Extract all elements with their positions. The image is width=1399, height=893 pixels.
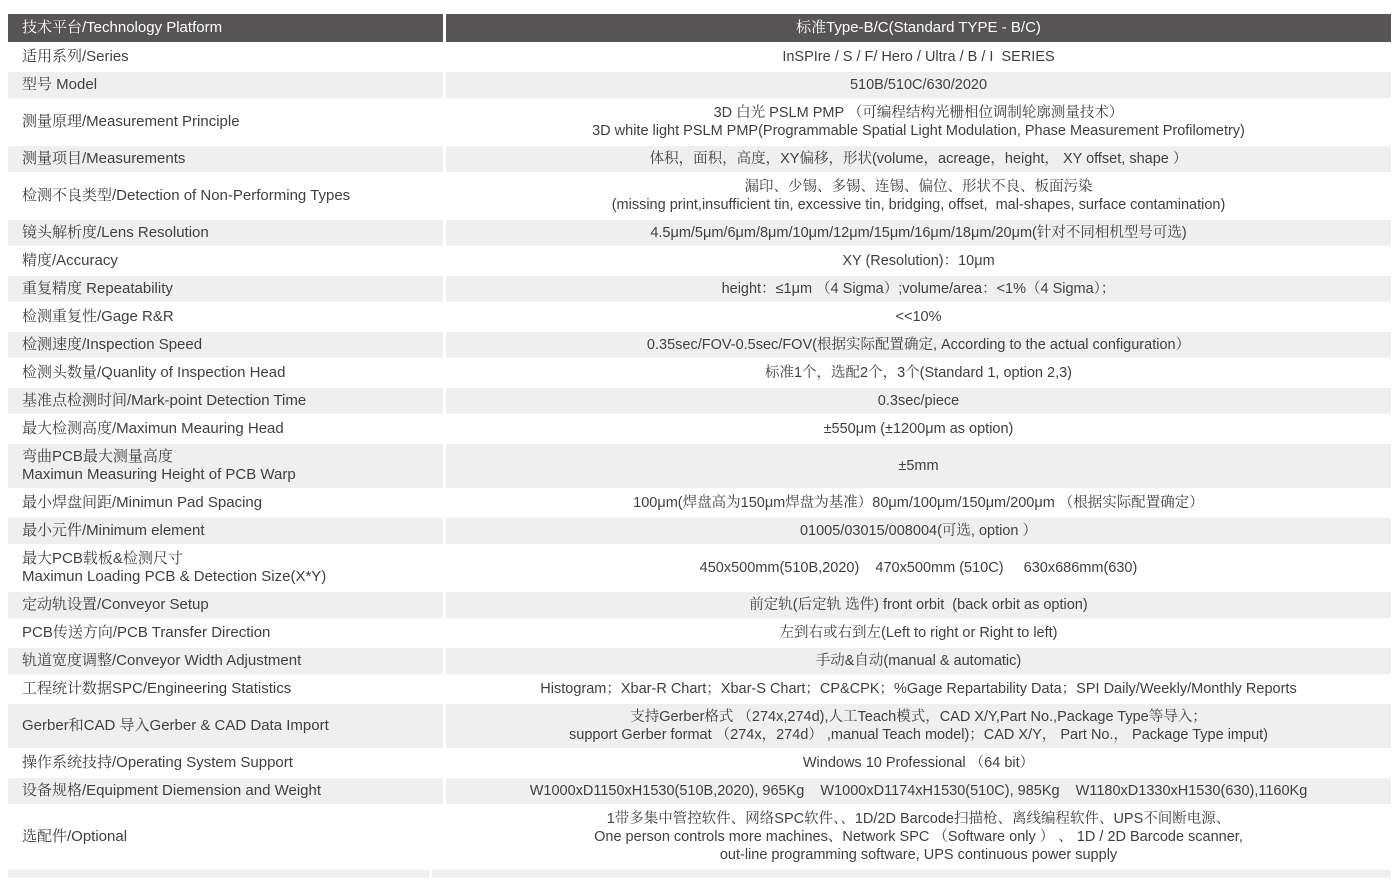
spec-row <box>8 546 1391 590</box>
spec-row-label-line: Maximun Measuring Height of PCB Warp <box>22 466 296 483</box>
spec-row-value-line: 0.35sec/FOV-0.5sec/FOV(根据实际配置确定, According to the actual configuration） <box>646 337 1191 353</box>
table-header-right-label: 标准Type-B/C(Standard TYPE - B/C) <box>796 19 1041 36</box>
spec-row-value-line: W1000xD1150xH1530(510B,2020), 965Kg W1000xD1174xH1530(510C), 985Kg W1180xD1330xH1530(630),1160Kg <box>529 783 1308 799</box>
spec-row-value <box>446 146 1391 172</box>
spec-row-value <box>446 44 1391 70</box>
spec-row-value-line: 左到右或右到左(Left to right or Right to left) <box>779 625 1058 641</box>
spec-row-value-line: InSPIre / S / F/ Hero / Ultra / B / I SERIES <box>782 49 1055 65</box>
spec-row-value <box>446 490 1391 516</box>
spec-row-value <box>446 332 1391 358</box>
spec-row-value-line: 0.3sec/piece <box>877 393 960 409</box>
spec-row <box>8 806 1391 868</box>
spec-row-label <box>8 146 443 172</box>
spec-row-value-line: XY (Resolution)：10μm <box>842 253 995 269</box>
spec-row-value <box>446 648 1391 674</box>
spec-table <box>8 14 1391 880</box>
spec-row <box>8 778 1391 804</box>
spec-row-value-line: height：≤1μm （4 Sigma）;volume/area：<1%（4 Sigma）； <box>721 281 1116 297</box>
spec-row-label-line: Gerber和CAD 导入Gerber & CAD Data Import <box>22 717 329 734</box>
spec-row-value-line: 3D white light PSLM PMP(Programmable Spatial Light Modulation, Phase Measurement Profilometry) <box>592 123 1245 139</box>
spec-row-label-line: 定动轨设置/Conveyor Setup <box>22 596 209 613</box>
spec-row-label <box>8 870 429 878</box>
spec-row-value <box>446 676 1391 702</box>
spec-row-label-line: 工程统计数据SPC/Engineering Statistics <box>22 680 292 697</box>
spec-row <box>8 100 1391 144</box>
spec-row <box>8 360 1391 386</box>
spec-row <box>8 44 1391 70</box>
spec-row-label-line: 最大检测高度/Maximun Meauring Head <box>22 420 284 437</box>
spec-row <box>8 248 1391 274</box>
spec-row-label-line: 设备规格/Equipment Diemension and Weight <box>22 782 322 799</box>
spec-row-value <box>446 620 1391 646</box>
spec-row <box>8 146 1391 172</box>
spec-row-value <box>446 220 1391 246</box>
spec-row-value <box>446 248 1391 274</box>
spec-row-value <box>446 388 1391 414</box>
spec-row-label <box>8 416 443 442</box>
spec-row-value <box>446 750 1391 776</box>
spec-row-label-line: 检测不良类型/Detection of Non-Performing Types <box>22 187 351 204</box>
spec-row <box>8 304 1391 330</box>
spec-row-value-line: 手动&自动(manual & automatic) <box>815 653 1022 669</box>
spec-row <box>8 592 1391 618</box>
spec-row-value-line: 01005/03015/008004(可选, option ） <box>799 523 1037 539</box>
spec-row-label-line: 最大PCB载板&检测尺寸 <box>22 550 183 567</box>
spec-row-value-line: Histogram；Xbar-R Chart；Xbar-S Chart；CP&CPK；%Gage Repartability Data；SPI Daily/Weekly/Monthly Reports <box>540 681 1297 697</box>
spec-row <box>8 416 1391 442</box>
spec-row-value-line: 3D 白光 PSLM PMP （可编程结构光栅相位调制轮廓测量技术） <box>713 105 1124 121</box>
spec-row-label <box>8 44 443 70</box>
spec-row-label <box>8 704 443 748</box>
spec-row <box>8 332 1391 358</box>
spec-row <box>8 676 1391 702</box>
spec-row <box>8 518 1391 544</box>
spec-row-value <box>446 444 1391 488</box>
spec-table-header-row <box>8 14 1391 42</box>
spec-row-label-line: 检测速度/Inspection Speed <box>22 336 203 353</box>
spec-row-value <box>446 72 1391 98</box>
spec-row-label-line: 选配件/Optional <box>22 828 128 845</box>
spec-row-value <box>446 276 1391 302</box>
spec-row-value-line: 支持Gerber格式 （274x,274d),人工Teach模式，CAD X/Y,Part No.,Package Type等导入； <box>630 709 1207 725</box>
spec-row-label <box>8 220 443 246</box>
spec-row-label <box>8 276 443 302</box>
spec-row-value-line: 510B/510C/630/2020 <box>849 77 988 93</box>
spec-row-label-line: 最小元件/Minimum element <box>22 522 205 539</box>
spec-row <box>8 276 1391 302</box>
spec-row-value-line: 1带多集中管控软件、网络SPC软件、、1D/2D Barcode扫描枪、离线编程软件、UPS不间断电源、 <box>606 811 1231 827</box>
spec-row-value-line: 450x500mm(510B,2020) 470x500mm (510C) 630x686mm(630) <box>699 560 1138 576</box>
spec-row-label-line: 轨道宽度调整/Conveyor Width Adjustment <box>22 652 302 669</box>
spec-row-label-line: 适用系列/Series <box>22 48 129 65</box>
spec-row-value-line: support Gerber format （274x，274d） ,manual Teach model)；CAD X/Y， Part No.， Package Type imput) <box>569 727 1268 743</box>
spec-row-label <box>8 304 443 330</box>
spec-row <box>8 648 1391 674</box>
spec-row-label <box>8 806 443 868</box>
spec-row-label <box>8 490 443 516</box>
spec-row-label-line: 最小焊盘间距/Minimun Pad Spacing <box>22 494 263 511</box>
spec-row-label <box>8 648 443 674</box>
spec-row-value <box>446 304 1391 330</box>
spec-row-label-line: 测量原理/Measurement Principle <box>22 113 240 130</box>
spec-row <box>8 750 1391 776</box>
spec-row <box>8 870 1391 878</box>
spec-row-label <box>8 174 443 218</box>
spec-row-label <box>8 100 443 144</box>
spec-row-value-line: ±5mm <box>898 458 939 474</box>
spec-row-value <box>446 360 1391 386</box>
spec-row <box>8 220 1391 246</box>
spec-row-label-line: 操作系统技持/Operating System Support <box>22 754 293 771</box>
spec-row-value <box>446 546 1391 590</box>
spec-row-label <box>8 518 443 544</box>
spec-row-label <box>8 332 443 358</box>
spec-row-value-line: (missing print,insufficient tin, excessive tin, bridging, offset, mal-shapes, surface contamination) <box>611 197 1226 213</box>
spec-row-value-line: 前定轨(后定轨 选件) front orbit (back orbit as option) <box>749 597 1088 613</box>
spec-row-value-line: 标准1个，选配2个，3个(Standard 1, option 2,3) <box>764 365 1073 381</box>
spec-row-value <box>446 704 1391 748</box>
spec-row-label <box>8 676 443 702</box>
spec-row-value <box>446 174 1391 218</box>
spec-row-label-line: 重复精度 Repeatability <box>22 280 173 297</box>
spec-row-value-line: 漏印、少锡、多锡、连锡、偏位、形状不良、板面污染 <box>744 179 1093 195</box>
spec-row-label-line: 检测重复性/Gage R&R <box>22 308 174 325</box>
spec-row-value-line: 100μm(焊盘高为150μm焊盘为基准）80μm/100μm/150μm/200μm （根据实际配置确定） <box>633 495 1204 511</box>
spec-row-value <box>446 806 1391 868</box>
spec-row-label-line: 型号 Model <box>22 76 98 93</box>
spec-row-label <box>8 546 443 590</box>
spec-row <box>8 388 1391 414</box>
spec-table-body <box>8 44 1391 878</box>
spec-row-value-line: <<10% <box>895 309 942 325</box>
spec-row-label <box>8 72 443 98</box>
spec-row-value <box>446 592 1391 618</box>
spec-row-value <box>446 518 1391 544</box>
spec-row-label-line: 镜头解析度/Lens Resolution <box>22 224 209 241</box>
spec-row-label <box>8 360 443 386</box>
spec-row <box>8 72 1391 98</box>
spec-row-label-line: 精度/Accuracy <box>22 252 118 269</box>
table-header-left-label: 技术平台/Technology Platform <box>22 19 223 36</box>
spec-row-value-line: 4.5μm/5μm/6μm/8μm/10μm/12μm/15μm/16μm/18μm/20μm(针对不同相机型号可选) <box>650 225 1187 241</box>
spec-row-label-line: 基准点检测时间/Mark-point Detection Time <box>22 392 307 409</box>
spec-row-label <box>8 248 443 274</box>
spec-row-label-line: 检测头数量/Quanlity of Inspection Head <box>22 364 286 381</box>
table-header-left <box>8 14 443 42</box>
spec-row <box>8 490 1391 516</box>
spec-row-value <box>446 100 1391 144</box>
spec-row-label-line: 测量项目/Measurements <box>22 150 186 167</box>
spec-row-value-line: ±550μm (±1200μm as option) <box>823 421 1014 437</box>
spec-row-label <box>8 778 443 804</box>
spec-row-label <box>8 620 443 646</box>
spec-row-label <box>8 388 443 414</box>
spec-row-label-line: PCB传送方向/PCB Transfer Direction <box>22 624 271 641</box>
spec-row-label <box>8 750 443 776</box>
spec-row <box>8 704 1391 748</box>
spec-row-value <box>446 778 1391 804</box>
spec-row-label-line: 弯曲PCB最大测量高度 <box>22 448 173 465</box>
spec-row-value-line: 体积，面积，高度，XY偏移，形状(volume，acreage，height， XY offset, shape ） <box>649 151 1188 167</box>
spec-row <box>8 444 1391 488</box>
spec-row-label <box>8 444 443 488</box>
spec-row-value-line: out-line programming software, UPS continuous power supply <box>719 847 1118 863</box>
spec-row <box>8 174 1391 218</box>
spec-row-value-line: Windows 10 Professional （64 bit） <box>802 755 1035 771</box>
spec-row-label-line: Maximun Loading PCB & Detection Size(X*Y) <box>22 568 327 585</box>
spec-row-value <box>446 416 1391 442</box>
spec-row <box>8 620 1391 646</box>
spec-row-value-line: One person controls more machines、Network SPC （Software only ） 、 1D / 2D Barcode scanner, <box>594 829 1243 845</box>
table-header-right <box>446 14 1391 42</box>
spec-row-label <box>8 592 443 618</box>
spec-row-value <box>432 870 1391 878</box>
